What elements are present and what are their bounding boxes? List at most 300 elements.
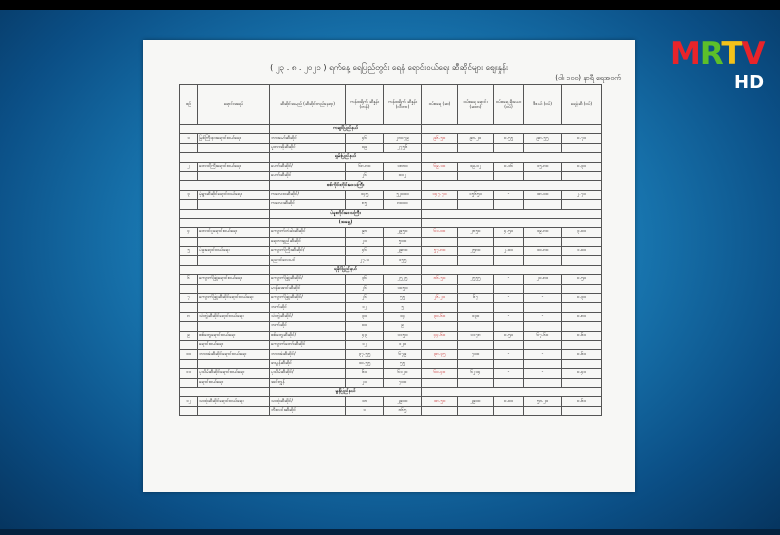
table-row bbox=[180, 143, 602, 152]
table-cell-e: ၀.၅၅ bbox=[494, 134, 524, 143]
section-label: ရခိုင်ပြည်နယ် bbox=[270, 265, 422, 274]
table-cell-station: ကျောက်ကြီးဆီဆိုင်/ bbox=[270, 247, 346, 256]
table-cell-e: - bbox=[494, 350, 524, 359]
table-cell-no: ၉ bbox=[180, 331, 198, 340]
table-cell-place: ပဲခူးရောင်းဝယ်ရေး bbox=[198, 247, 270, 256]
table-cell-c: ၁၄၇.၇၀ bbox=[422, 190, 458, 199]
table-cell-f bbox=[524, 303, 562, 312]
table-cell-c: ၃၈.၃၅ bbox=[422, 350, 458, 359]
table-cell-c: ၆၉.၁၀ bbox=[422, 162, 458, 171]
table-row bbox=[180, 397, 602, 406]
channel-logo-text bbox=[670, 38, 776, 70]
section-spacer bbox=[180, 387, 270, 396]
table-cell-c bbox=[422, 284, 458, 293]
table-cell-a: ၈၅ bbox=[346, 200, 384, 209]
table-row bbox=[180, 228, 602, 237]
table-cell-a: ၂၀ bbox=[346, 237, 384, 246]
table-cell-e bbox=[494, 237, 524, 246]
table-cell-g bbox=[562, 406, 602, 415]
table-cell-place bbox=[198, 171, 270, 180]
table-cell-d bbox=[458, 143, 494, 152]
table-cell-f bbox=[524, 200, 562, 209]
table-cell-place: ကျောက်ဖြူဆီဆိုင်ရောင်းဝယ်ရေး bbox=[198, 294, 270, 303]
table-cell-a: ၀၀ bbox=[346, 322, 384, 331]
table-cell-g bbox=[562, 143, 602, 152]
table-cell-f: ၂၀.၈၀ bbox=[524, 275, 562, 284]
table-cell-no bbox=[180, 200, 198, 209]
table-cell-a: ၄၃ bbox=[346, 331, 384, 340]
table-cell-e: - bbox=[494, 275, 524, 284]
table-cell-d bbox=[458, 200, 494, 209]
table-cell-f bbox=[524, 171, 562, 180]
table-cell-b: ၅၅ bbox=[384, 359, 422, 368]
table-row bbox=[180, 237, 602, 246]
table-cell-d: ၂၉၀၀ bbox=[458, 397, 494, 406]
table-cell-d bbox=[458, 359, 494, 368]
table-cell-b: ၂၉၀၀ bbox=[384, 397, 422, 406]
table-cell-g bbox=[562, 237, 602, 246]
table-cell-place bbox=[198, 143, 270, 152]
table-cell-place bbox=[198, 359, 270, 368]
table-cell-g: ၀.၇၀ bbox=[562, 134, 602, 143]
section-row bbox=[180, 125, 602, 134]
table-cell-no: ၁၂ bbox=[180, 397, 198, 406]
table-cell-no: ၅ bbox=[180, 247, 198, 256]
table-cell-g: ၃.၀၀ bbox=[562, 228, 602, 237]
table-row bbox=[180, 322, 602, 331]
table-cell-c: ၆၀.၄၀ bbox=[422, 369, 458, 378]
table-cell-g bbox=[562, 340, 602, 349]
table-cell-place: ပုသိမ်ဆီဆိုင်ရောင်းဝယ်ရေး bbox=[198, 369, 270, 378]
table-cell-no: ၈ bbox=[180, 312, 198, 321]
table-cell-a: ၂၆ bbox=[346, 294, 384, 303]
table-cell-g: ၀.၈၀ bbox=[562, 312, 602, 321]
table-cell-a: ၂၆ bbox=[346, 284, 384, 293]
table-cell-d bbox=[458, 406, 494, 415]
table-cell-e bbox=[494, 359, 524, 368]
table-cell-a: ၁၂ bbox=[346, 303, 384, 312]
header-cell: ရောင်းအရပ် bbox=[198, 85, 270, 125]
table-cell-e bbox=[494, 284, 524, 293]
table-cell-d: ၇၀၀ bbox=[458, 350, 494, 359]
header-cell: ဆီဆိုင်အမည် (ဆီဆိုင်တည်နေရာ) bbox=[270, 85, 346, 125]
top-letterbox bbox=[0, 0, 780, 10]
section-spacer bbox=[180, 218, 270, 227]
table-cell-b: ၁၂၀ bbox=[384, 340, 422, 349]
table-cell-d bbox=[458, 303, 494, 312]
section-row bbox=[180, 265, 602, 274]
table-cell-d: ၆၂၁၄ bbox=[458, 369, 494, 378]
table-cell-station: ဖာပွန်ဆီဆိုင် bbox=[270, 359, 346, 368]
table-cell-d: ၂၅၈၀ bbox=[458, 247, 494, 256]
table-cell-a: ၃၀ bbox=[346, 312, 384, 321]
table-cell-station: ဘက်ဆိုင် bbox=[270, 303, 346, 312]
table-cell-c bbox=[422, 143, 458, 152]
table-cell-a: ၀၉ bbox=[346, 143, 384, 152]
table-row bbox=[180, 350, 602, 359]
table-cell-e: ၀.၁၆ bbox=[494, 162, 524, 171]
table-cell-f bbox=[524, 322, 562, 331]
section-label: (အရှေ့) bbox=[270, 218, 422, 227]
table-cell-c: ၄၄.၆၀ bbox=[422, 331, 458, 340]
table-cell-f bbox=[524, 378, 562, 387]
table-cell-d bbox=[458, 171, 494, 180]
table-cell-a: ၂၇.၁ bbox=[346, 256, 384, 265]
table-cell-no: ၆ bbox=[180, 275, 198, 284]
table-cell-a: ၄၆ bbox=[346, 134, 384, 143]
table-cell-e bbox=[494, 406, 524, 415]
table-cell-station: ညောင်လေးပင် bbox=[270, 256, 346, 265]
section-row bbox=[180, 153, 602, 162]
table-cell-c: ၁၈.၅၀ bbox=[422, 397, 458, 406]
table-cell-g bbox=[562, 284, 602, 293]
section-row bbox=[180, 209, 602, 218]
table-cell-d: ၁၅၆၅၀ bbox=[458, 190, 494, 199]
table-cell-g: ၂.၇၀ bbox=[562, 190, 602, 199]
table-cell-b: ၂၅၂၅ bbox=[384, 275, 422, 284]
table-cell-e bbox=[494, 340, 524, 349]
table-cell-no bbox=[180, 406, 198, 415]
table-cell-place: ကျောက်ဖြူရောင်းဝယ်ရေး bbox=[198, 275, 270, 284]
table-cell-station: ဘားအံဆီဆိုင်/ bbox=[270, 350, 346, 359]
table-row bbox=[180, 190, 602, 199]
section-row bbox=[180, 181, 602, 190]
table-cell-station: ကျောက်တံခါးဆီဆိုင် bbox=[270, 228, 346, 237]
table-cell-c: ၆၁.၀၀ bbox=[422, 228, 458, 237]
table-cell-b: ၅ bbox=[384, 303, 422, 312]
table-cell-b: ၆၁၂၀ bbox=[384, 369, 422, 378]
table-cell-c bbox=[422, 322, 458, 331]
table-cell-place bbox=[198, 322, 270, 331]
table-cell-e bbox=[494, 256, 524, 265]
section-spacer bbox=[422, 181, 602, 190]
table-cell-e: ၄.၅၀ bbox=[494, 228, 524, 237]
table-cell-d: ၆၇ bbox=[458, 294, 494, 303]
table-body bbox=[180, 125, 602, 416]
header-cell: ဒီဇယ် (ဝပ်) bbox=[524, 85, 562, 125]
section-spacer bbox=[180, 125, 270, 134]
section-spacer bbox=[422, 218, 602, 227]
channel-logo bbox=[670, 38, 776, 98]
table-cell-a: ၉၈ bbox=[346, 228, 384, 237]
table-cell-station: သထုံဆီဆိုင်/ bbox=[270, 397, 346, 406]
table-row bbox=[180, 284, 602, 293]
table-cell-f bbox=[524, 359, 562, 368]
section-row bbox=[180, 218, 602, 227]
table-cell-station: ကျောက်ဖြူဆီဆိုင်/ bbox=[270, 275, 346, 284]
table-cell-b: ၂၈၀၇၉ bbox=[384, 134, 422, 143]
table-cell-place bbox=[198, 284, 270, 293]
table-cell-b: ၅၂၀၀၀ bbox=[384, 190, 422, 199]
table-cell-e bbox=[494, 322, 524, 331]
table-cell-c bbox=[422, 171, 458, 180]
table-cell-b: ၅၅ bbox=[384, 294, 422, 303]
table-cell-no bbox=[180, 378, 198, 387]
table-cell-d bbox=[458, 322, 494, 331]
section-spacer bbox=[422, 209, 602, 218]
table-cell-g bbox=[562, 256, 602, 265]
table-cell-place bbox=[198, 303, 270, 312]
table-cell-c bbox=[422, 237, 458, 246]
table-cell-g: ၀.၆၀ bbox=[562, 397, 602, 406]
table-cell-station: ကျောက်ဖြူဆီဆိုင်/ bbox=[270, 294, 346, 303]
section-spacer bbox=[422, 153, 602, 162]
table-cell-b: ၈၀၀၀ bbox=[384, 200, 422, 209]
table-cell-d bbox=[458, 340, 494, 349]
table-cell-e bbox=[494, 378, 524, 387]
header-cell: ကန်ထရိုက် ဆီနှုန်း (တန်) bbox=[346, 85, 384, 125]
table-cell-place bbox=[198, 200, 270, 209]
table-cell-e: ၀.၅၀ bbox=[494, 331, 524, 340]
table-cell-f bbox=[524, 256, 562, 265]
table-cell-b: ၉ bbox=[384, 322, 422, 331]
section-label: ရှမ်းပြည်နယ် bbox=[270, 153, 422, 162]
table-cell-c: ၅၇.၈၀ bbox=[422, 247, 458, 256]
header-cell: ဝပ်စရေ ရောင်း (ဆတ) bbox=[458, 85, 494, 125]
table-cell-station: ကလေးဝဆီဆိုင်/ bbox=[270, 190, 346, 199]
table-cell-e: ၂.၀၀ bbox=[494, 247, 524, 256]
table-cell-d: ၉၈.၂၀ bbox=[458, 134, 494, 143]
table-cell-a: ၁၈ bbox=[346, 397, 384, 406]
table-cell-no bbox=[180, 303, 198, 312]
channel-logo-hd: HD bbox=[734, 72, 765, 93]
table-cell-place bbox=[198, 406, 270, 415]
table-row bbox=[180, 359, 602, 368]
table-cell-d: ၁၉.၀၂ bbox=[458, 162, 494, 171]
table-cell-g: ၀.၄၀ bbox=[562, 369, 602, 378]
table-cell-f: ၁၅.၈၀ bbox=[524, 162, 562, 171]
table-cell-a: ၄၆ bbox=[346, 247, 384, 256]
section-spacer bbox=[180, 153, 270, 162]
header-cell: ဝပ်စရေ (ဆ) bbox=[422, 85, 458, 125]
table-cell-b: ၇၀၀ bbox=[384, 378, 422, 387]
table-cell-place: မြစ်ကြီးနားရောင်းဝယ်ရေး bbox=[198, 134, 270, 143]
table-cell-f: - bbox=[524, 312, 562, 321]
table-cell-place: တောင်ကြီးရောင်းဝယ်ရေး bbox=[198, 162, 270, 171]
table-cell-f: ၁၉.၈၀ bbox=[524, 228, 562, 237]
table-cell-c bbox=[422, 378, 458, 387]
table-cell-b: ၁၁၅၀ bbox=[384, 331, 422, 340]
table-cell-place: မုံရွာဆီဆိုင်ရောင်းဝယ်ရေး bbox=[198, 190, 270, 199]
table-cell-g: ၀.၆၀ bbox=[562, 331, 602, 340]
table-row bbox=[180, 162, 602, 171]
table-cell-e: - bbox=[494, 312, 524, 321]
logo-letter-m: M bbox=[670, 36, 700, 72]
table-cell-e: - bbox=[494, 369, 524, 378]
table-cell-d bbox=[458, 284, 494, 293]
section-label: မွန်ပြည်နယ် bbox=[270, 387, 422, 396]
table-cell-d: ၂၈၅၀ bbox=[458, 228, 494, 237]
table-cell-c: ၉၆.၅၀ bbox=[422, 134, 458, 143]
table-cell-a: ၆၈.၈၀ bbox=[346, 162, 384, 171]
table-cell-no bbox=[180, 359, 198, 368]
table-cell-b: ၁၄ bbox=[384, 312, 422, 321]
header-cell: ဝပ်စရေ ရီးယေး (ဝပ်) bbox=[494, 85, 524, 125]
bottom-letterbox bbox=[0, 529, 780, 535]
section-label: စစ်ကိုင်းတိုင်းဒေသကြီး bbox=[270, 181, 422, 190]
logo-letter-r: R bbox=[699, 36, 722, 72]
table-cell-place: ရောင်းဝယ်ရေး bbox=[198, 378, 270, 387]
table-cell-g: ၀.၃၀ bbox=[562, 294, 602, 303]
table-cell-f: ၁၀.၈၀ bbox=[524, 247, 562, 256]
table-cell-f bbox=[524, 340, 562, 349]
table-cell-no bbox=[180, 256, 198, 265]
table-cell-f: - bbox=[524, 350, 562, 359]
table-cell-place: ရောင်းဝယ်ရေး bbox=[198, 340, 270, 349]
table-cell-e bbox=[494, 303, 524, 312]
header-cell: ရေနံဆီ (ဝပ်) bbox=[562, 85, 602, 125]
table-row bbox=[180, 331, 602, 340]
table-cell-e: - bbox=[494, 294, 524, 303]
table-cell-no: ၁ bbox=[180, 134, 198, 143]
table-row bbox=[180, 312, 602, 321]
table-cell-station: ဘားမော်ဆီဆိုင် bbox=[270, 134, 346, 143]
table-cell-d bbox=[458, 256, 494, 265]
table-row bbox=[180, 406, 602, 415]
table-cell-d bbox=[458, 378, 494, 387]
table-cell-station: သံတွဲဆီဆိုင်/ bbox=[270, 312, 346, 321]
table-cell-a: ၃၆ bbox=[346, 275, 384, 284]
table-row bbox=[180, 256, 602, 265]
table-cell-place bbox=[198, 256, 270, 265]
table-cell-station: ရေတာရှည်ဆီဆိုင် bbox=[270, 237, 346, 246]
table-row bbox=[180, 378, 602, 387]
table-cell-f: - bbox=[524, 294, 562, 303]
section-spacer bbox=[180, 209, 270, 218]
table-cell-no: ၁၁ bbox=[180, 369, 198, 378]
table-cell-e bbox=[494, 200, 524, 209]
table-cell-place: စစ်တွေရောင်းဝယ်ရေး bbox=[198, 331, 270, 340]
table-cell-g: ၁.၀၀ bbox=[562, 247, 602, 256]
table-cell-no: ၃ bbox=[180, 190, 198, 199]
section-spacer bbox=[422, 125, 602, 134]
table-cell-g bbox=[562, 359, 602, 368]
table-row bbox=[180, 294, 602, 303]
table-cell-a: ၆၀ bbox=[346, 369, 384, 378]
table-cell-no: ၇ bbox=[180, 294, 198, 303]
table-cell-place: တောင်ငူရောင်းဝယ်ရေး bbox=[198, 228, 270, 237]
table-cell-g bbox=[562, 200, 602, 209]
document-title: ( ၂၃ . ၈ . ၂၀၂၁ ) ရက်နေ့ ရေပြည်တွင်း ရေနံ ရောင်းဝယ်ရေး ဆီဆိုင်များ ဈေးနှုန်း bbox=[270, 63, 508, 72]
table-cell-b: ၁၈၈၀ bbox=[384, 162, 422, 171]
price-document bbox=[143, 40, 635, 492]
table-cell-no: ၄ bbox=[180, 228, 198, 237]
table-cell-g: ၀.၅၀ bbox=[562, 275, 602, 284]
section-label: ပဲခူးတိုင်းဒေသကြီး bbox=[270, 209, 422, 218]
table-cell-b: ၁၀၅၀ bbox=[384, 284, 422, 293]
table-cell-g bbox=[562, 303, 602, 312]
table-cell-b: ၅၀၀ bbox=[384, 237, 422, 246]
section-spacer bbox=[422, 265, 602, 274]
table-cell-place bbox=[198, 237, 270, 246]
table-cell-station: ကလေးဆီဆိုင် bbox=[270, 200, 346, 209]
table-cell-b: ၀၀၂ bbox=[384, 171, 422, 180]
table-cell-f: ၉၈.၅၅ bbox=[524, 134, 562, 143]
table-cell-g bbox=[562, 322, 602, 331]
table-cell-g: ၀.၆၀ bbox=[562, 350, 602, 359]
table-cell-g bbox=[562, 378, 602, 387]
section-label: ကချင်ပြည်နယ် bbox=[270, 125, 422, 134]
table-cell-station: မာန်အောင်ဆီဆိုင် bbox=[270, 284, 346, 293]
table-cell-b: ၁၅၅ bbox=[384, 256, 422, 265]
table-cell-b: ၈၆၅ bbox=[384, 406, 422, 415]
table-cell-e bbox=[494, 171, 524, 180]
price-table bbox=[179, 84, 602, 416]
table-cell-c bbox=[422, 256, 458, 265]
table-cell-d: ၁၁၇၈ bbox=[458, 331, 494, 340]
table-cell-c bbox=[422, 200, 458, 209]
table-cell-f bbox=[524, 237, 562, 246]
table-cell-station: ပူတာအိုဆီဆိုင် bbox=[270, 143, 346, 152]
table-cell-f: - bbox=[524, 369, 562, 378]
table-row bbox=[180, 247, 602, 256]
table-cell-d: ၂၅၅၅ bbox=[458, 275, 494, 284]
section-spacer bbox=[180, 265, 270, 274]
table-cell-c bbox=[422, 303, 458, 312]
table-cell-no bbox=[180, 237, 198, 246]
table-cell-b: ၆၇၉ bbox=[384, 350, 422, 359]
table-cell-no bbox=[180, 171, 198, 180]
table-row bbox=[180, 369, 602, 378]
table-cell-c: ၃၀.၆၀ bbox=[422, 312, 458, 321]
table-cell-g: ၀.၃၀ bbox=[562, 162, 602, 171]
table-cell-a: ၂၆ bbox=[346, 171, 384, 180]
table-cell-no bbox=[180, 284, 198, 293]
document-date: (ဝါ၊ ၁၀၀) နာရီ ရေအဝက် bbox=[555, 74, 621, 82]
table-cell-f bbox=[524, 143, 562, 152]
table-cell-f: ၆၇.၆၀ bbox=[524, 331, 562, 340]
logo-letter-t: T bbox=[721, 36, 742, 72]
table-cell-a: ၁၂ bbox=[346, 340, 384, 349]
table-row bbox=[180, 134, 602, 143]
table-cell-no bbox=[180, 143, 198, 152]
section-row bbox=[180, 387, 602, 396]
table-cell-d: ၁၃၀ bbox=[458, 312, 494, 321]
table-cell-b: ၂၉၈၀ bbox=[384, 247, 422, 256]
table-cell-g bbox=[562, 171, 602, 180]
table-row bbox=[180, 340, 602, 349]
header-cell: စဉ် bbox=[180, 85, 198, 125]
table-cell-station: ပုသိမ်ဆီဆိုင်/ bbox=[270, 369, 346, 378]
table-cell-c bbox=[422, 359, 458, 368]
table-cell-c bbox=[422, 406, 458, 415]
table-cell-no: ၁၀ bbox=[180, 350, 198, 359]
table-cell-c: ၂၆.၂၀ bbox=[422, 294, 458, 303]
table-cell-e: - bbox=[494, 190, 524, 199]
table-cell-b: ၂၉၅၀ bbox=[384, 228, 422, 237]
header-cell: ကန်ထရိုက် ဆီနှုန်း (လီတာ) bbox=[384, 85, 422, 125]
logo-letter-v: V bbox=[741, 36, 765, 72]
table-cell-a: ၁၄၅ bbox=[346, 190, 384, 199]
table-cell-d bbox=[458, 237, 494, 246]
table-row bbox=[180, 200, 602, 209]
table-cell-station: ကျောက်တော်ဆီဆိုင် bbox=[270, 340, 346, 349]
table-cell-no bbox=[180, 340, 198, 349]
table-cell-a: ၃၇.၅၅ bbox=[346, 350, 384, 359]
table-cell-f bbox=[524, 406, 562, 415]
table-cell-station: ဘက်ဆိုင် bbox=[270, 322, 346, 331]
table-cell-place: သထုံဆီဆိုင်ရောင်းဝယ်ရေး bbox=[198, 397, 270, 406]
table-cell-c: ၈၆.၅၀ bbox=[422, 275, 458, 284]
table-cell-no bbox=[180, 322, 198, 331]
section-spacer bbox=[422, 387, 602, 396]
table-cell-f bbox=[524, 284, 562, 293]
table-cell-c bbox=[422, 340, 458, 349]
table-cell-a: ၁၀.၅၅ bbox=[346, 359, 384, 368]
table-cell-f: ၅၈.၂၀ bbox=[524, 397, 562, 406]
table-row bbox=[180, 171, 602, 180]
table-header-row bbox=[180, 85, 602, 125]
